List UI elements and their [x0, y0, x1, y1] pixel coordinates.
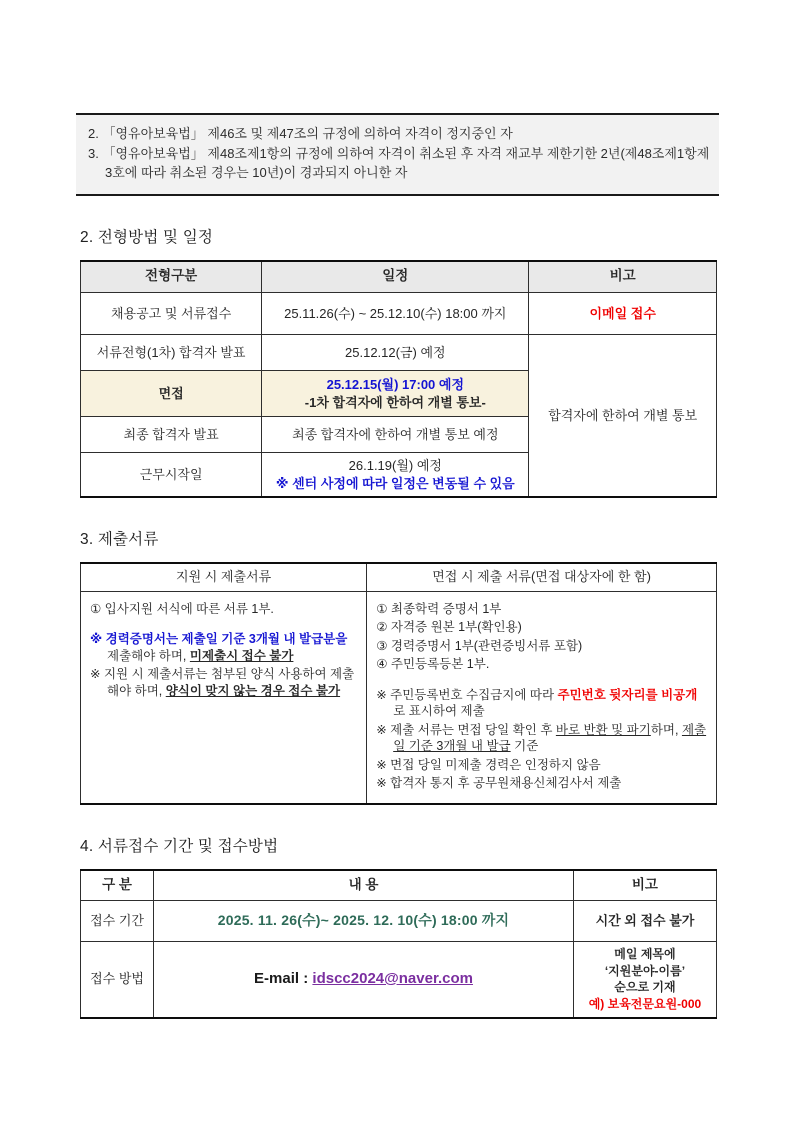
row-application-period [81, 901, 717, 942]
interview-doc-item: ③ 경력증명서 1부(관련증빙서류 포함) [376, 638, 583, 653]
announcement-label: 채용공고 및 서류접수 [81, 293, 262, 335]
method-note [573, 942, 716, 1018]
header-selection-category: 전형구분 [81, 261, 262, 293]
mail-subject-example: 예) 보육전문요원-000 [588, 996, 702, 1011]
note-rrn-pre: ※ 주민등록번호 수집금지에 따라 [376, 687, 558, 702]
first-pass-schedule: 25.12.12(금) 예정 [262, 335, 529, 371]
final-pass-label: 최종 합격자 발표 [81, 417, 262, 453]
work-start-schedule [262, 453, 529, 498]
apply-doc-item: ① 입사지원 서식에 따른 서류 1부. [90, 601, 274, 616]
merged-remark-cell: 합격자에 한하여 개별 통보 [529, 335, 717, 498]
period-label: 접수 기간 [81, 901, 154, 942]
announcement-remark: 이메일 접수 [529, 293, 717, 335]
apply-docs-cell [81, 591, 367, 804]
email-prefix: E-mail : [254, 970, 313, 987]
note-wrong-form-rejected: 양식이 맞지 않는 경우 접수 불가 [165, 683, 341, 698]
note-certificate-mid: 제출해야 하며, [107, 648, 190, 663]
interview-docs-note-2 [376, 722, 708, 755]
documents-header-row [81, 563, 717, 591]
interview-doc-item: ① 최종학력 증명서 1부 [376, 601, 502, 616]
header-content: 내 용 [154, 870, 574, 901]
mail-subject-line2: ‘지원분야-이름’ [604, 963, 686, 978]
announcement-schedule: 25.11.26(수) ~ 25.12.10(수) 18:00 까지 [262, 293, 529, 335]
selection-schedule-table [80, 260, 717, 499]
method-label: 접수 방법 [81, 942, 154, 1018]
application-method-table [80, 869, 717, 1019]
apply-docs-note-2 [90, 666, 358, 699]
first-pass-label: 서류전형(1차) 합격자 발표 [81, 335, 262, 371]
email-link[interactable]: idscc2024@naver.com [312, 970, 473, 987]
interview-docs-note-4: ※ 합격자 통지 후 공무원채용신체검사서 제출 [376, 776, 622, 791]
period-value: 2025. 11. 26(수)~ 2025. 12. 10(수) 18:00 까지 [154, 901, 574, 942]
header-interview-docs: 면접 시 제출 서류(면접 대상자에 한 함) [367, 563, 717, 591]
note-return-post: 기준 [510, 739, 539, 754]
note-no-submit-rejected: 미제출시 접수 불가 [189, 648, 294, 663]
note-return-destroy: 바로 반환 및 파기 [555, 722, 651, 737]
method-value [154, 942, 574, 1018]
note-rrn-post: 로 표시하여 제출 [393, 704, 485, 719]
interview-docs-note-3: ※ 면접 당일 미제출 경력은 인정하지 않음 [376, 757, 601, 772]
interview-doc-item: ④ 주민등록등본 1부. [376, 657, 490, 672]
mail-subject-line1: 메일 제목에 [614, 947, 676, 962]
work-start-date: 26.1.19(월) 예정 [348, 458, 442, 473]
work-start-label: 근무시작일 [81, 453, 262, 498]
interview-docs-cell [367, 591, 717, 804]
apply-docs-note-1 [90, 631, 358, 664]
row-first-pass [81, 335, 717, 371]
header-category: 구 분 [81, 870, 154, 901]
interview-schedule-time: 25.12.15(월) 17:00 예정 [326, 376, 465, 392]
notice-item-3: 3. 「영유아보육법」 제48조제1항의 규정에 의하여 자격이 취소된 후 자격 재교부 제한기한 2년(제48조제1항제3호에 따라 취소된 경우는 10년)이 경과되지 아니한 자 [88, 145, 710, 180]
notice-item-2: 2. 「영유아보육법」 제46조 및 제47조의 규정에 의하여 자격이 정지중인 자 [88, 126, 513, 141]
interview-doc-item: ② 자격증 원본 1부(확인용) [376, 620, 522, 635]
mail-subject-line3: 순으로 기재 [614, 980, 676, 995]
section2-heading: 2. 전형방법 및 일정 [80, 228, 214, 246]
interview-docs-note-1 [376, 687, 708, 720]
note-return-mid: 하며, [650, 722, 682, 737]
note-rrn-masked: 주민번호 뒷자리를 비공개 [557, 687, 698, 702]
submission-documents-table [80, 562, 717, 805]
method-header-row [81, 870, 717, 901]
final-pass-schedule: 최종 합격자에 한하여 개별 통보 예정 [262, 417, 529, 453]
row-announcement [81, 293, 717, 335]
note-use-attached-form: ※ 지원 시 제출서류는 첨부된 양식 사용하여 제출해야 하며, [90, 667, 355, 698]
documents-body-row [81, 591, 717, 804]
schedule-header-row [81, 261, 717, 293]
note-certificate-period: ※ 경력증명서는 제출일 기준 3개월 내 발급분을 [90, 632, 348, 647]
work-start-caution: ※ 센터 사정에 따라 일정은 변동될 수 있음 [275, 475, 515, 491]
row-application-method [81, 942, 717, 1018]
header-note: 비고 [573, 870, 716, 901]
period-note: 시간 외 접수 불가 [573, 901, 716, 942]
section3-heading: 3. 제출서류 [80, 531, 159, 549]
header-remarks: 비고 [529, 261, 717, 293]
header-apply-docs: 지원 시 제출서류 [81, 563, 367, 591]
section4-heading: 4. 서류접수 기간 및 접수방법 [80, 837, 279, 855]
disqualification-notice-box [76, 113, 719, 196]
note-issued-within-3months: 제출일 기준 3개월 내 발급 [393, 722, 707, 754]
interview-label: 면접 [81, 371, 262, 417]
header-schedule: 일정 [262, 261, 529, 293]
interview-schedule [262, 371, 529, 417]
note-return-pre: ※ 제출 서류는 면접 당일 확인 후 [376, 722, 556, 737]
interview-schedule-notice: -1차 합격자에 한하여 개별 통보- [304, 394, 486, 410]
